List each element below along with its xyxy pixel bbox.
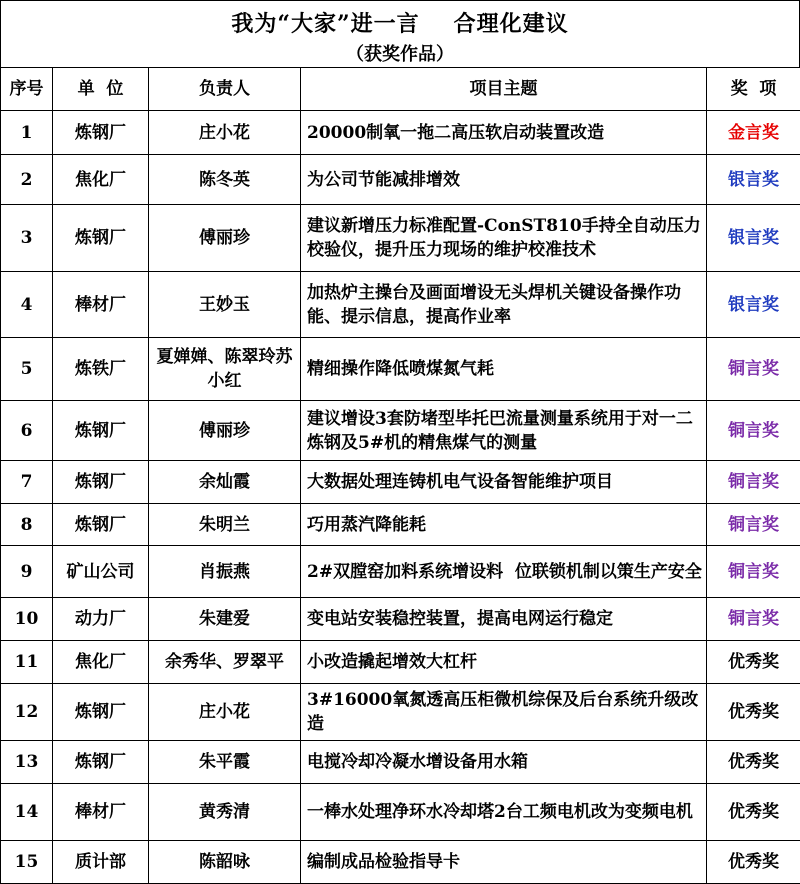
- row-topic: 变电站安装稳控装置，提高电网运行稳定: [301, 598, 707, 641]
- row-award: 铜言奖: [707, 598, 800, 641]
- row-no: 2: [1, 155, 53, 205]
- table-row: [1, 841, 800, 884]
- row-person: 王妙玉: [149, 272, 301, 338]
- row-person: 傅丽珍: [149, 205, 301, 272]
- row-award: 铜言奖: [707, 504, 800, 546]
- row-person: 夏婵婵、陈翠玲苏小红: [149, 338, 301, 401]
- table-row: [1, 272, 800, 338]
- row-no: 15: [1, 841, 53, 884]
- row-no: 5: [1, 338, 53, 401]
- row-unit: 炼钢厂: [53, 684, 149, 741]
- header-person: 负责人: [149, 68, 301, 111]
- row-award: 优秀奖: [707, 741, 800, 784]
- row-unit: 炼钢厂: [53, 111, 149, 155]
- row-person: 朱平霞: [149, 741, 301, 784]
- header-topic: 项目主题: [301, 68, 707, 111]
- table-row: [1, 598, 800, 641]
- table-row: [1, 546, 800, 598]
- row-unit: 炼钢厂: [53, 205, 149, 272]
- row-award: 银言奖: [707, 272, 800, 338]
- header-unit: 单 位: [53, 68, 149, 111]
- table-row: [1, 784, 800, 841]
- row-award: 铜言奖: [707, 401, 800, 461]
- row-topic: 小改造撬起增效大杠杆: [301, 641, 707, 684]
- row-unit: 炼钢厂: [53, 741, 149, 784]
- row-award: 优秀奖: [707, 784, 800, 841]
- row-no: 6: [1, 401, 53, 461]
- table-row: [1, 338, 800, 401]
- row-unit: 炼钢厂: [53, 461, 149, 504]
- row-unit: 炼钢厂: [53, 401, 149, 461]
- row-topic: 3#16000氧氮透高压柜微机综保及后台系统升级改造: [301, 684, 707, 741]
- row-unit: 棒材厂: [53, 784, 149, 841]
- row-unit: 棒材厂: [53, 272, 149, 338]
- row-award: 铜言奖: [707, 461, 800, 504]
- row-topic: 大数据处理连铸机电气设备智能维护项目: [301, 461, 707, 504]
- row-no: 14: [1, 784, 53, 841]
- row-person: 余秀华、罗翠平: [149, 641, 301, 684]
- table-row: [1, 504, 800, 546]
- row-no: 7: [1, 461, 53, 504]
- row-unit: 矿山公司: [53, 546, 149, 598]
- row-unit: 焦化厂: [53, 155, 149, 205]
- row-no: 3: [1, 205, 53, 272]
- row-person: 庄小花: [149, 111, 301, 155]
- row-topic: 建议增设3套防堵型毕托巴流量测量系统用于对一二炼钢及5#机的精焦煤气的测量: [301, 401, 707, 461]
- header-no: 序号: [1, 68, 53, 111]
- row-award: 优秀奖: [707, 684, 800, 741]
- row-award: 银言奖: [707, 155, 800, 205]
- row-topic: 建议新增压力标准配置-ConST810手持全自动压力校验仪，提升压力现场的维护校准技术: [301, 205, 707, 272]
- row-award: 金言奖: [707, 111, 800, 155]
- table-row: [1, 641, 800, 684]
- row-person: 庄小花: [149, 684, 301, 741]
- table-row: [1, 401, 800, 461]
- row-person: 黄秀清: [149, 784, 301, 841]
- row-person: 余灿霞: [149, 461, 301, 504]
- row-person: 肖振燕: [149, 546, 301, 598]
- row-unit: 动力厂: [53, 598, 149, 641]
- row-topic: 一棒水处理净环水冷却塔2台工频电机改为变频电机: [301, 784, 707, 841]
- table-header-row: [1, 68, 800, 111]
- table-row: [1, 155, 800, 205]
- row-person: 朱明兰: [149, 504, 301, 546]
- row-person: 陈韶咏: [149, 841, 301, 884]
- row-unit: 炼铁厂: [53, 338, 149, 401]
- row-no: 8: [1, 504, 53, 546]
- row-topic: 巧用蒸汽降能耗: [301, 504, 707, 546]
- page-title: [1, 7, 799, 38]
- row-no: 12: [1, 684, 53, 741]
- page-subtitle: （获奖作品）: [1, 40, 799, 66]
- table-row: [1, 684, 800, 741]
- row-unit: 焦化厂: [53, 641, 149, 684]
- row-award: 银言奖: [707, 205, 800, 272]
- title-right: 合理化建议: [454, 11, 569, 37]
- row-award: 铜言奖: [707, 546, 800, 598]
- row-person: 傅丽珍: [149, 401, 301, 461]
- row-no: 1: [1, 111, 53, 155]
- row-topic: 20000制氧一拖二高压软启动装置改造: [301, 111, 707, 155]
- row-topic: 2#双膛窑加料系统增设料 位联锁机制以策生产安全: [301, 546, 707, 598]
- row-topic: 精细操作降低喷煤氮气耗: [301, 338, 707, 401]
- row-topic: 为公司节能减排增效: [301, 155, 707, 205]
- title-left: 我为“大家”进一言: [231, 11, 419, 37]
- award-table: [0, 67, 800, 884]
- row-topic: 加热炉主操台及画面增设无头焊机关键设备操作功能、提示信息，提高作业率: [301, 272, 707, 338]
- row-no: 4: [1, 272, 53, 338]
- row-topic: 编制成品检验指导卡: [301, 841, 707, 884]
- row-no: 11: [1, 641, 53, 684]
- row-award: 优秀奖: [707, 641, 800, 684]
- row-person: 朱建爱: [149, 598, 301, 641]
- row-topic: 电搅冷却冷凝水增设备用水箱: [301, 741, 707, 784]
- table-row: [1, 205, 800, 272]
- table-row: [1, 741, 800, 784]
- row-no: 10: [1, 598, 53, 641]
- row-person: 陈冬英: [149, 155, 301, 205]
- row-award: 铜言奖: [707, 338, 800, 401]
- row-no: 13: [1, 741, 53, 784]
- row-unit: 质计部: [53, 841, 149, 884]
- table-row: [1, 461, 800, 504]
- row-unit: 炼钢厂: [53, 504, 149, 546]
- row-award: 优秀奖: [707, 841, 800, 884]
- title-box: [0, 0, 800, 68]
- table-row: [1, 111, 800, 155]
- row-no: 9: [1, 546, 53, 598]
- header-award: 奖 项: [707, 68, 800, 111]
